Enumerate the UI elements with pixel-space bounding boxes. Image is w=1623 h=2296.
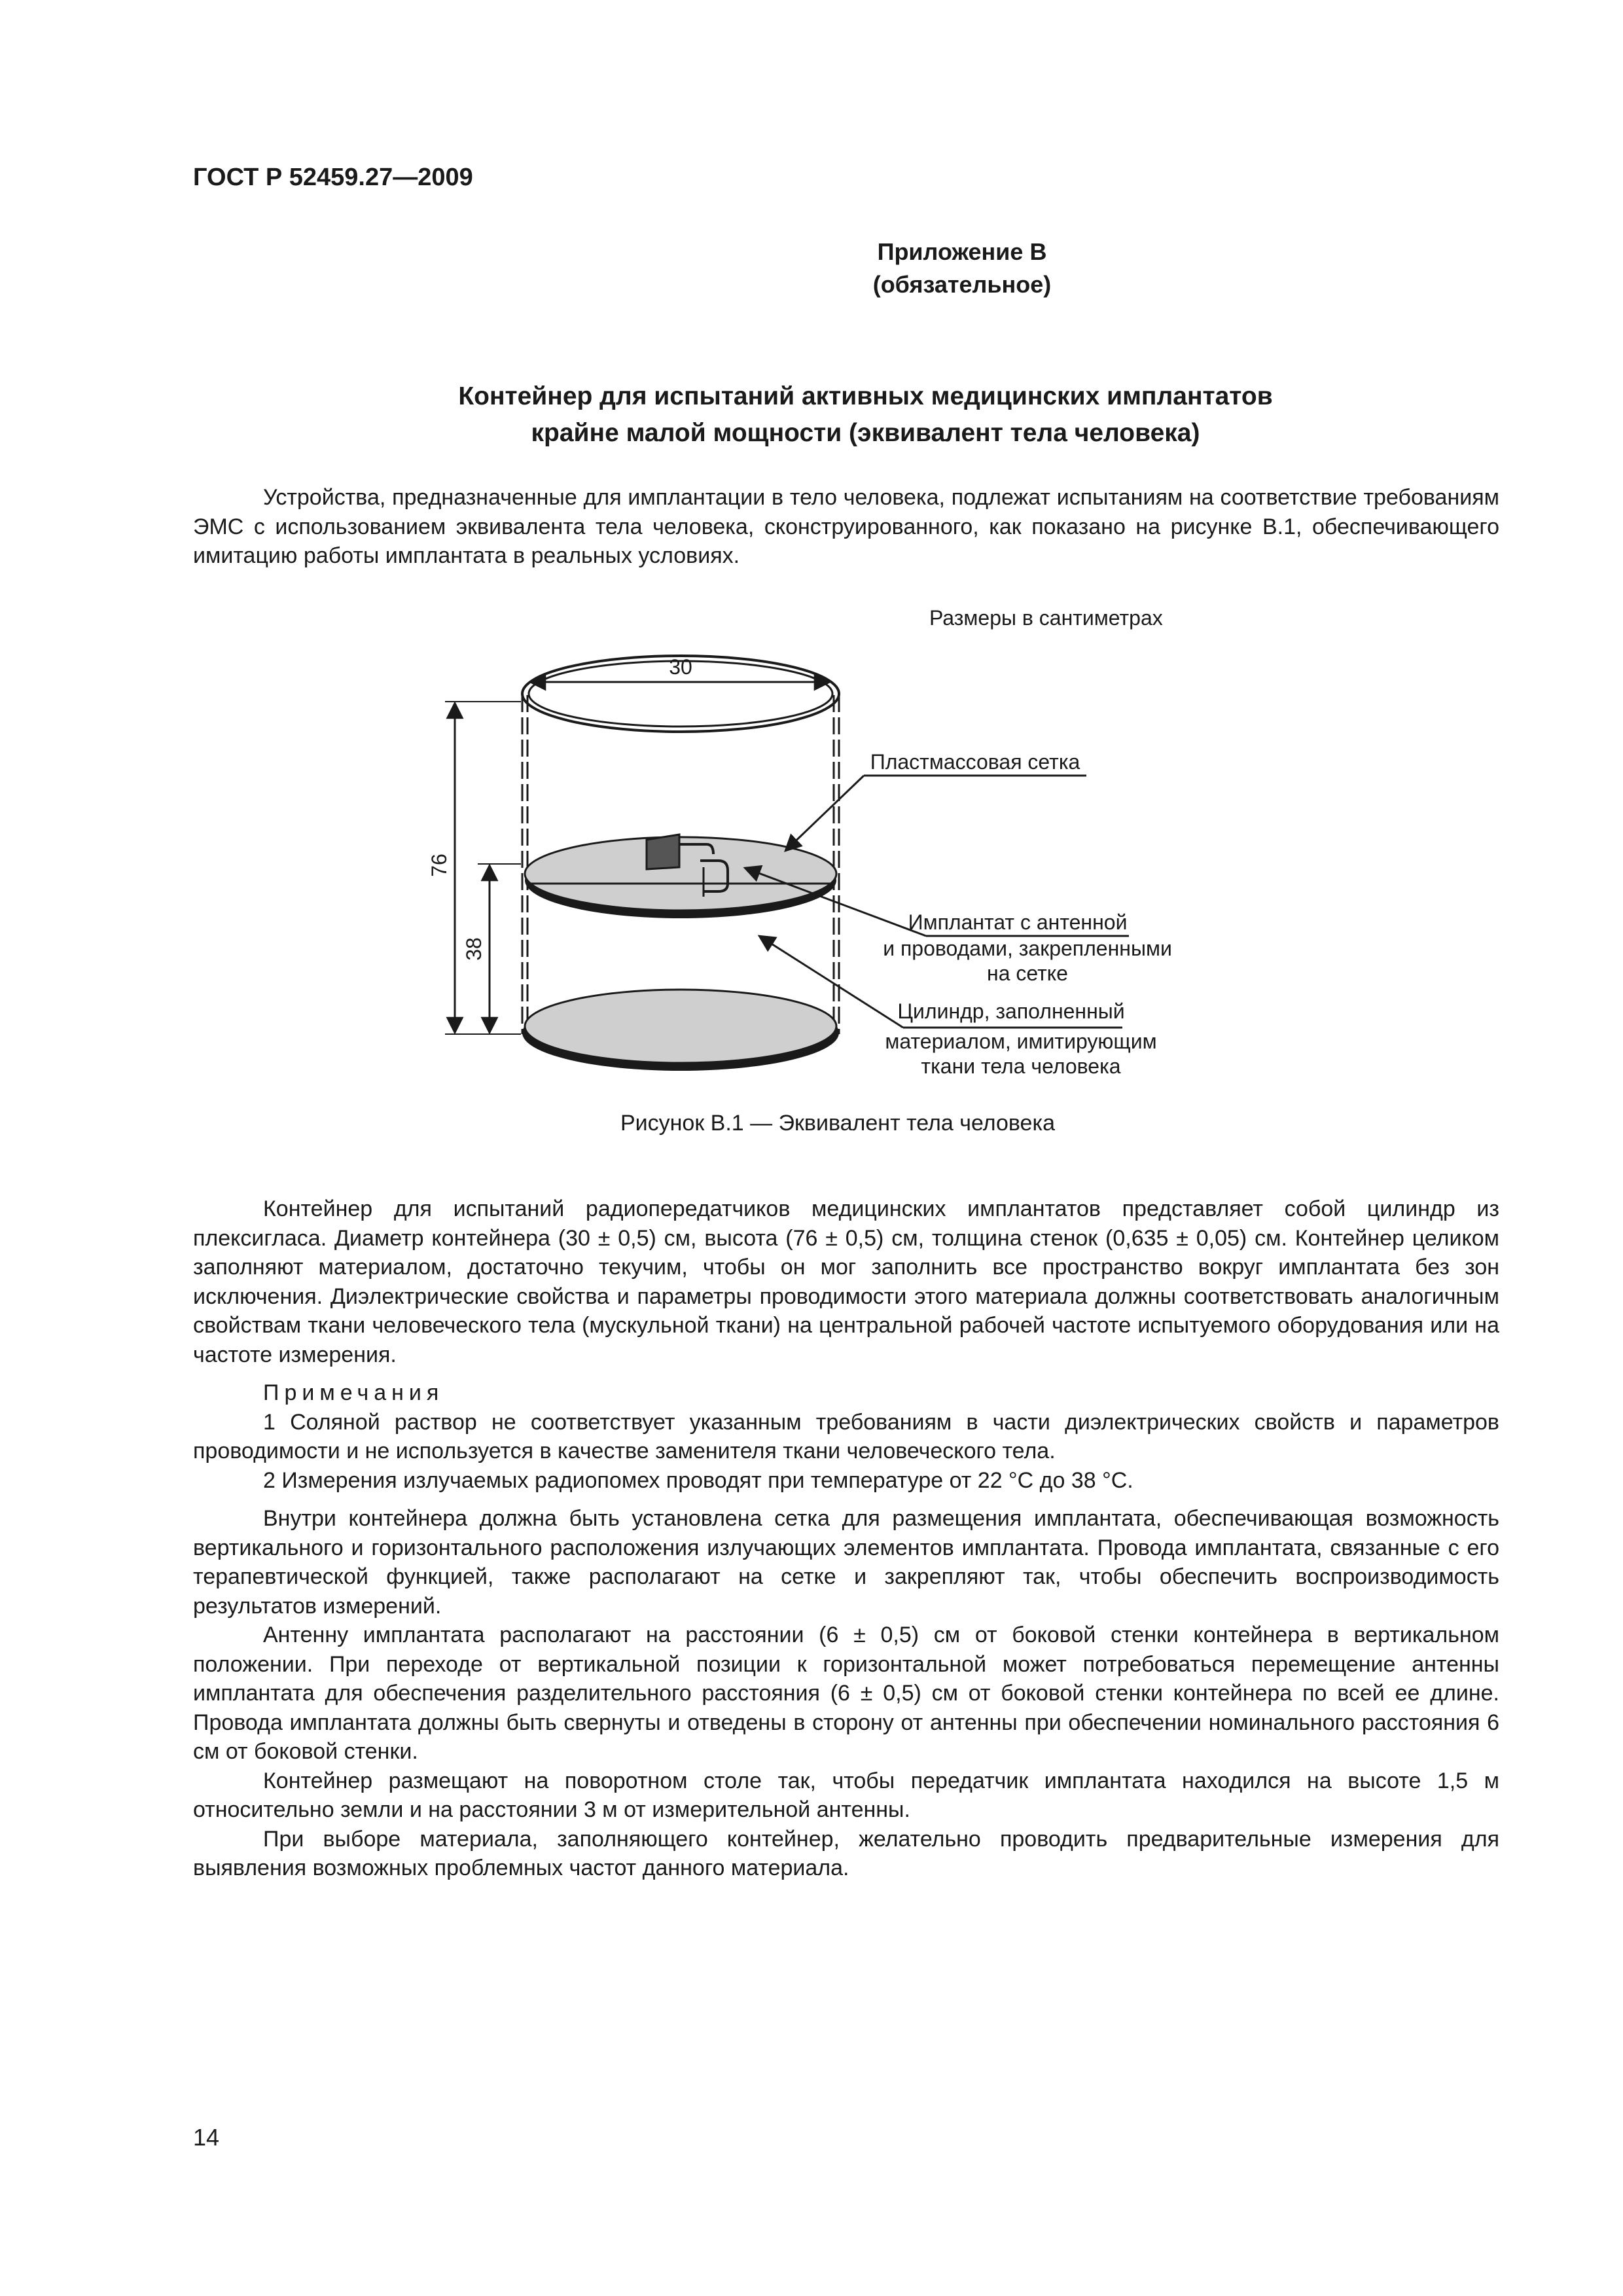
- diameter-value: 30: [669, 655, 692, 679]
- level-value: 38: [462, 937, 486, 961]
- appendix-status: (обязательное): [872, 271, 1052, 298]
- note-1: 1 Соляной раствор не соответствует указанным требованиям в части диэлектрических свойств и параметров проводимости и не используется в качестве заменителя ткани человеческого тела.: [193, 1409, 1499, 1463]
- figure-human-body-equivalent: [406, 609, 1309, 1119]
- figure-caption: Рисунок В.1 — Эквивалент тела человека: [620, 1111, 1055, 1136]
- title-line-1: Контейнер для испытаний активных медицинских имплантатов: [458, 382, 1273, 410]
- paragraph-container-description: Контейнер для испытаний радиопередатчиков медицинских имплантатов представляет собой цилиндр из плексигласа. Диаметр контейнера (30 ± 0,5) см, высота (76 ± 0,5) см, толщина стенок (0,635 ± 0,05) см. Контейнер целиком заполняют материалом, достаточно текучим, чтобы он мог заполнить все пространство вокруг имплантата без зон исключения. Диэлектрические свойства и параметры проводимости этого материала должны соответствовать аналогичным свойствам ткани человеческого тела (мускульной ткани) на центральной рабочей частоте испытуемого оборудования или на частоте измерения.: [193, 1196, 1499, 1367]
- intro-paragraph: Устройства, предназначенные для имплантации в тело человека, подлежат испытаниям на соответствие требованиям ЭМС с использованием эквивалента тела человека, сконструированного, как показано на рисунке В.1, обеспечивающего имитацию работы имплантата в реальных условиях.: [193, 485, 1499, 568]
- label-mesh: Пластмассовая сетка: [870, 750, 1080, 774]
- paragraph-material: При выборе материала, заполняющего контейнер, желательно проводить предварительные измерения для выявления возможных проблемных частот данного материала.: [193, 1826, 1499, 1880]
- notes-heading: Примечания: [263, 1380, 444, 1405]
- document-header: ГОСТ Р 52459.27—2009: [193, 164, 473, 191]
- appendix-heading: [0, 236, 1623, 301]
- main-text: [193, 1194, 1499, 1883]
- appendix-name: Приложение В: [877, 238, 1047, 265]
- label-implant-3: на сетке: [987, 961, 1068, 985]
- section-title: [0, 378, 1623, 452]
- units-note: Размеры в сантиметрах: [929, 609, 1163, 630]
- note-2: 2 Измерения излучаемых радиопомех проводят при температуре от 22 °С до 38 °С.: [263, 1467, 1133, 1493]
- paragraph-antenna: Антенну имплантата располагают на расстоянии (6 ± 0,5) см от боковой стенки контейнера в вертикальном положении. При переходе от вертикальной позиции к горизонтальной может потребоваться перемещение антенны имплантата для обеспечения разделительного расстояния (6 ± 0,5) см от боковой стенки контейнера по всей ее длине. Провода имплантата должны быть свернуты и отведены в сторону от антенны при обеспечении номинального расстояния 6 см от боковой стенки.: [193, 1623, 1499, 1764]
- intro-block: [193, 483, 1499, 571]
- title-line-2: крайне малой мощности (эквивалент тела человека): [531, 419, 1200, 447]
- height-value: 76: [427, 853, 451, 877]
- implant-icon: [647, 834, 679, 869]
- label-cylinder-2: материалом, имитирующим: [885, 1030, 1157, 1053]
- page-number: 14: [193, 2124, 220, 2151]
- paragraph-turntable: Контейнер размещают на поворотном столе так, чтобы передатчик имплантата находился на высоте 1,5 м относительно земли и на расстоянии 3 м от измерительной антенны.: [193, 1768, 1499, 1822]
- mesh-disc: [525, 837, 836, 910]
- cylinder-base: [525, 990, 836, 1063]
- label-implant-1: Имплантат с антенной: [908, 910, 1128, 934]
- label-cylinder-1: Цилиндр, заполненный: [897, 999, 1125, 1023]
- label-mesh-leader: [785, 776, 864, 851]
- paragraph-mesh: Внутри контейнера должна быть установлена сетка для размещения имплантата, обеспечивающая возможность вертикального и горизонтального расположения излучающих элементов имплантата. Провода имплантата, связанные с его терапевтической функцией, также располагают на сетке и закрепляют так, чтобы обеспечить воспроизводимость результатов измерений.: [193, 1506, 1499, 1619]
- figure-drawing: [406, 609, 1309, 1119]
- label-implant-2: и проводами, закрепленными: [883, 937, 1172, 960]
- label-cylinder-3: ткани тела человека: [921, 1054, 1121, 1078]
